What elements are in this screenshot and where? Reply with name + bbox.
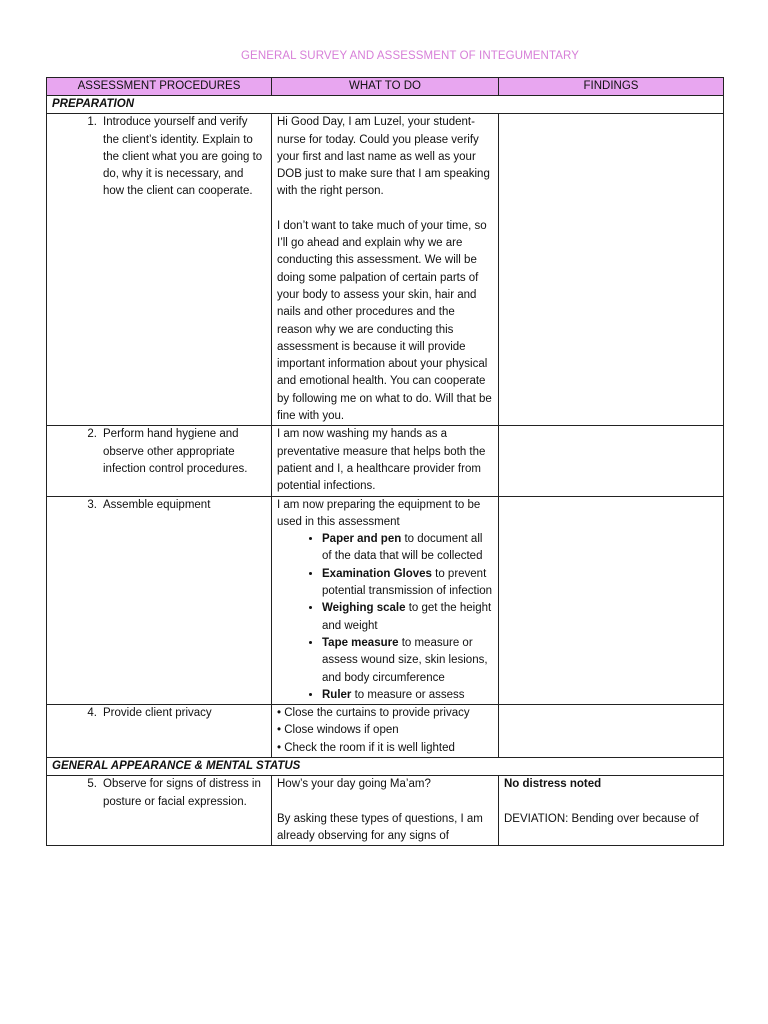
table-row (47, 705, 724, 758)
procedure-text: Introduce yourself and verify the client’s identity. Explain to the client what you are going to do, why it is necessary, and how the client can cooperate. (103, 116, 263, 198)
section-label: PREPARATION (47, 96, 724, 114)
what-to-do-text: How’s your day going Ma’am? (277, 778, 431, 791)
procedure-text: Assemble equipment (103, 498, 211, 511)
table-row (47, 426, 724, 496)
section-row-preparation (47, 96, 724, 114)
table-header-row (47, 78, 724, 96)
what-to-do-text: I am now washing my hands as a preventative measure that helps both the patient and I, a healthcare provider from potential infections. (277, 428, 486, 493)
column-header-procedures: ASSESSMENT PROCEDURES (47, 78, 272, 96)
step-number: 3. (87, 498, 97, 511)
what-to-do-text: Hi Good Day, I am Luzel, your student-nurse for today. Could you please verify your first and last name as well as your DOB just to make sure that I am speaking with the right person. (277, 116, 490, 198)
findings-cell (499, 776, 724, 846)
what-to-do-cell (272, 776, 499, 846)
what-to-do-cell (272, 114, 499, 426)
step-number: 4. (87, 707, 97, 720)
what-to-do-text: I am now preparing the equipment to be used in this assessment (277, 498, 481, 528)
what-to-do-text: I don’t want to take much of your time, so I’ll go ahead and explain why we are conducting this assessment. We will be doing some palpation of certain parts of your body to assess your skin, hair and nails and other procedures and the reason why we are conducting this assessment is because it will provide important information about your physical and emotional health. You can cooperate by following me on what to do. Will that be fine with you. (277, 219, 492, 423)
column-header-what-to-do: WHAT TO DO (272, 78, 499, 96)
procedure-cell (47, 776, 272, 846)
list-item: • Weighing scale to get the height and weight (322, 600, 493, 635)
what-to-do-cell (272, 426, 499, 496)
step-number: 5. (87, 778, 97, 791)
finding-text: DEVIATION: Bending over because of (504, 812, 699, 825)
list-item: • Tape measure to measure or assess wound size, skin lesions, and body circumference (322, 635, 493, 687)
procedure-text: Perform hand hygiene and observe other appropriate infection control procedures. (103, 428, 248, 475)
findings-cell (499, 114, 724, 426)
procedure-cell (47, 496, 272, 705)
section-label: GENERAL APPEARANCE & MENTAL STATUS (47, 757, 724, 775)
list-item: • Examination Gloves to prevent potential transmission of infection (322, 566, 493, 601)
section-row-general-appearance (47, 757, 724, 775)
list-item: • Paper and pen to document all of the data that will be collected (322, 531, 493, 566)
what-to-do-text: By asking these types of questions, I am already observing for any signs of (277, 812, 483, 842)
list-item: • Check the room if it is well lighted (277, 741, 455, 754)
findings-cell (499, 705, 724, 758)
what-to-do-cell (272, 705, 499, 758)
findings-cell (499, 426, 724, 496)
table-row (47, 114, 724, 426)
procedure-text: Observe for signs of distress in posture or facial expression. (103, 778, 261, 808)
column-header-findings: FINDINGS (499, 78, 724, 96)
table-row (47, 776, 724, 846)
list-item: • Ruler to measure or assess (322, 687, 493, 704)
procedure-cell (47, 705, 272, 758)
step-number: 1. (87, 116, 97, 129)
equipment-list (277, 531, 493, 704)
what-to-do-cell (272, 496, 499, 705)
assessment-table (46, 77, 724, 846)
step-number: 2. (87, 428, 97, 441)
procedure-cell (47, 426, 272, 496)
findings-cell (499, 496, 724, 705)
list-item: • Close the curtains to provide privacy (277, 707, 470, 720)
document-title: GENERAL SURVEY AND ASSESSMENT OF INTEGUMENTARY (241, 50, 579, 62)
procedure-cell (47, 114, 272, 426)
table-row (47, 496, 724, 705)
procedure-text: Provide client privacy (103, 707, 212, 720)
finding-text: No distress noted (504, 778, 602, 791)
list-item: • Close windows if open (277, 724, 399, 737)
